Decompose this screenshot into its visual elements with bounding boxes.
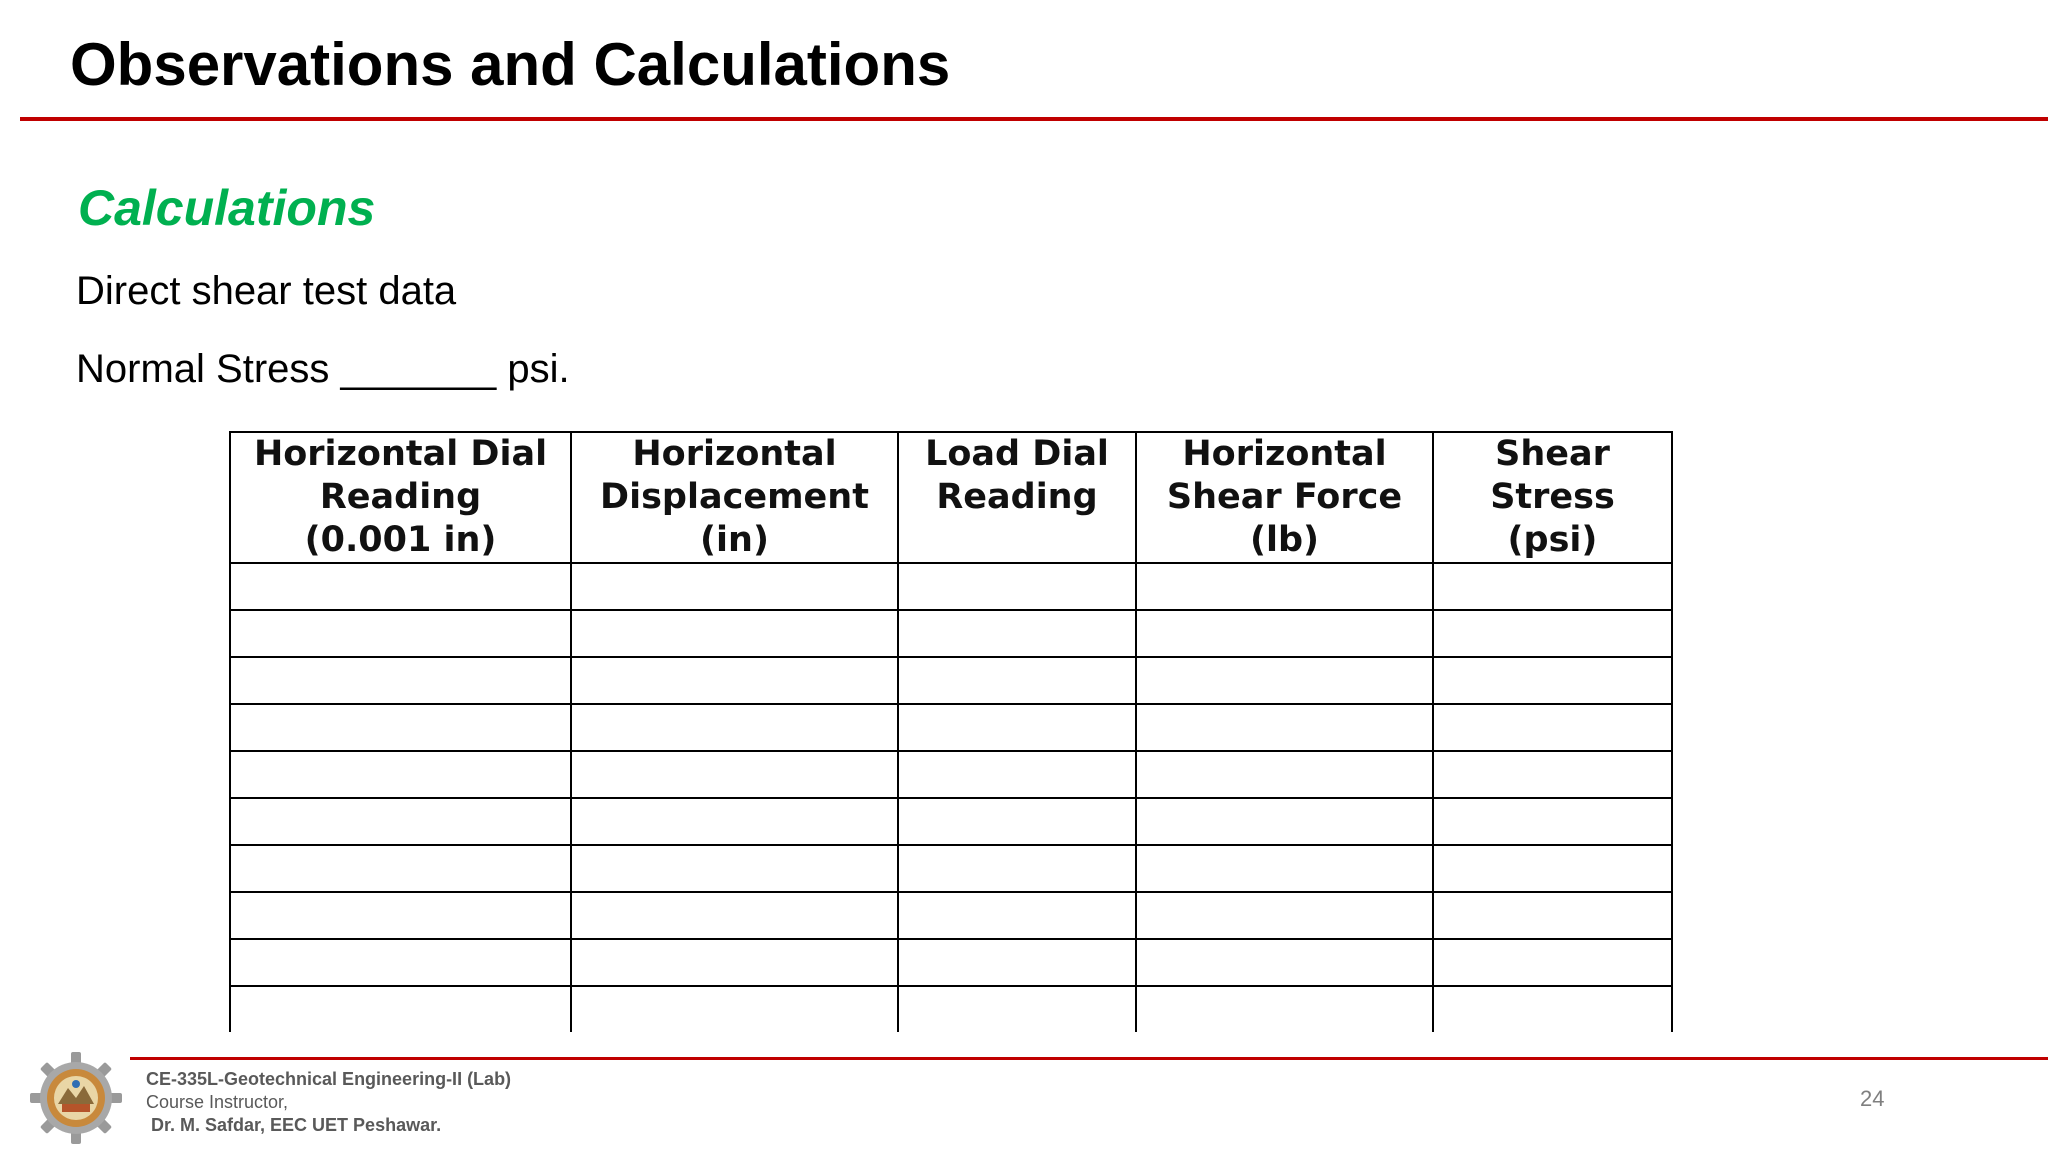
table-cell bbox=[571, 986, 898, 1032]
table-cell bbox=[571, 563, 898, 610]
footer-instructor-label: Course Instructor, bbox=[146, 1092, 289, 1112]
body-text-normal-stress: Normal Stress _______ psi. bbox=[76, 347, 570, 391]
table-row bbox=[230, 563, 1672, 610]
table-row bbox=[230, 657, 1672, 704]
table-cell bbox=[571, 657, 898, 704]
table-cell bbox=[1136, 657, 1433, 704]
university-seal-icon bbox=[28, 1050, 124, 1146]
table-row bbox=[230, 704, 1672, 751]
table-cell bbox=[898, 657, 1136, 704]
shear-test-data-table bbox=[229, 431, 1673, 1032]
table-cell bbox=[230, 892, 571, 939]
slide-title: Observations and Calculations bbox=[70, 31, 951, 98]
table-row bbox=[230, 610, 1672, 657]
table-row bbox=[230, 986, 1672, 1032]
table-cell bbox=[230, 845, 571, 892]
table-cell bbox=[898, 986, 1136, 1032]
header-shear-stress bbox=[1433, 432, 1672, 563]
table-cell bbox=[230, 610, 571, 657]
table-cell bbox=[571, 610, 898, 657]
table-cell bbox=[1433, 657, 1672, 704]
table-cell bbox=[1136, 986, 1433, 1032]
table-cell bbox=[898, 798, 1136, 845]
section-heading: Calculations bbox=[78, 180, 376, 236]
table-header-row bbox=[230, 432, 1672, 563]
table-cell bbox=[1136, 610, 1433, 657]
header-load-dial-reading bbox=[898, 432, 1136, 563]
table-cell bbox=[898, 892, 1136, 939]
page-number: 24 bbox=[1860, 1086, 1885, 1111]
table-cell bbox=[1433, 563, 1672, 610]
table-cell bbox=[1136, 704, 1433, 751]
table-cell bbox=[1136, 798, 1433, 845]
title-divider bbox=[20, 117, 2048, 121]
table-cell bbox=[1433, 704, 1672, 751]
table-cell bbox=[571, 892, 898, 939]
table-cell bbox=[1136, 939, 1433, 986]
table-cell bbox=[571, 845, 898, 892]
header-line: Horizontal bbox=[632, 434, 837, 474]
header-line: (psi) bbox=[1507, 520, 1598, 560]
footer-course: CE-335L-Geotechnical Engineering-II (Lab) bbox=[146, 1069, 512, 1089]
header-line: Stress bbox=[1490, 477, 1615, 517]
table-cell bbox=[1433, 986, 1672, 1032]
table-cell bbox=[1433, 892, 1672, 939]
university-seal-graphic bbox=[28, 1050, 124, 1146]
table-cell bbox=[1136, 751, 1433, 798]
header-line: Shear bbox=[1495, 434, 1610, 474]
table-row bbox=[230, 892, 1672, 939]
footer-divider bbox=[130, 1057, 2048, 1060]
table-cell bbox=[898, 610, 1136, 657]
table-cell bbox=[571, 751, 898, 798]
table-cell bbox=[571, 704, 898, 751]
table-cell bbox=[1433, 798, 1672, 845]
table-cell bbox=[1136, 563, 1433, 610]
header-line: (lb) bbox=[1249, 520, 1320, 560]
body-text-test-data: Direct shear test data bbox=[76, 269, 457, 313]
table-cell bbox=[230, 563, 571, 610]
table-cell bbox=[571, 939, 898, 986]
header-line: (in) bbox=[700, 520, 769, 560]
header-line: Shear Force bbox=[1166, 477, 1403, 517]
table-cell bbox=[1433, 845, 1672, 892]
footer-credits bbox=[146, 1068, 511, 1137]
table-cell bbox=[230, 939, 571, 986]
header-line: Load Dial bbox=[925, 434, 1109, 474]
header-line: Displacement bbox=[600, 477, 869, 517]
header-line: (0.001 in) bbox=[304, 520, 497, 560]
header-horizontal-displacement bbox=[571, 432, 898, 563]
table-row bbox=[230, 939, 1672, 986]
table-cell bbox=[230, 986, 571, 1032]
table-cell bbox=[898, 845, 1136, 892]
table-row bbox=[230, 751, 1672, 798]
table-cell bbox=[1433, 751, 1672, 798]
table-cell bbox=[230, 751, 571, 798]
table-cell bbox=[230, 704, 571, 751]
table-cell bbox=[898, 563, 1136, 610]
table-row bbox=[230, 845, 1672, 892]
table-cell bbox=[898, 751, 1136, 798]
table-cell bbox=[1433, 939, 1672, 986]
header-horizontal-dial-reading bbox=[230, 432, 571, 563]
table-cell bbox=[898, 939, 1136, 986]
table-row bbox=[230, 798, 1672, 845]
header-line: Reading bbox=[319, 477, 482, 517]
header-line: Horizontal bbox=[1182, 434, 1387, 474]
table-cell bbox=[1136, 892, 1433, 939]
table-cell bbox=[1433, 610, 1672, 657]
table-cell bbox=[571, 798, 898, 845]
footer-instructor-name: Dr. M. Safdar, EEC UET Peshawar. bbox=[151, 1115, 442, 1135]
header-line: Reading bbox=[936, 477, 1098, 517]
table-cell bbox=[1136, 845, 1433, 892]
header-horizontal-shear-force bbox=[1136, 432, 1433, 563]
header-line: Horizontal Dial bbox=[253, 434, 548, 474]
table-cell bbox=[230, 798, 571, 845]
table-cell bbox=[898, 704, 1136, 751]
table-cell bbox=[230, 657, 571, 704]
